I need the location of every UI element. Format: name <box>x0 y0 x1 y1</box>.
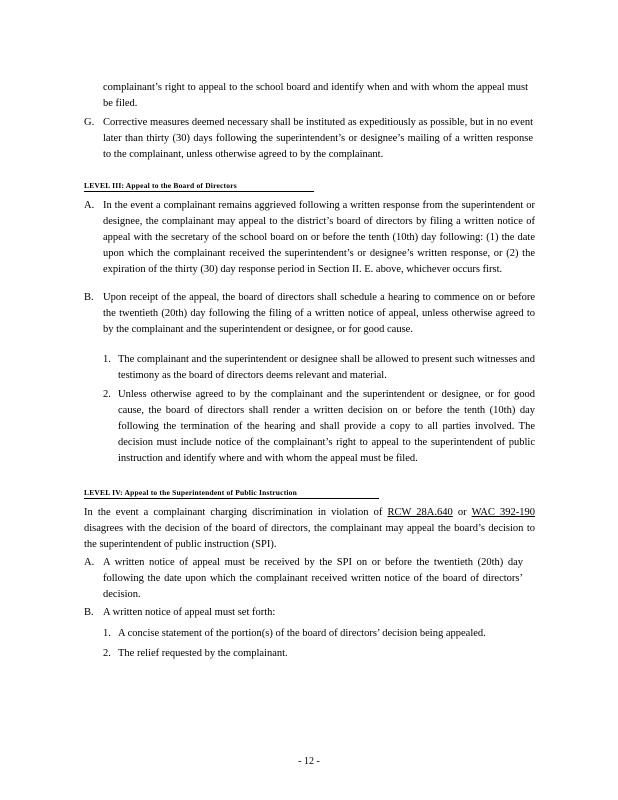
level-4-b-label: B. <box>84 607 94 618</box>
page-number: - 12 - <box>298 756 320 767</box>
level-4-intro-post: disagrees with the decision of the board of directors, the complainant may appeal the board’s decision to the superintendent of public instruction (SPI). <box>84 523 535 550</box>
item-g-paragraph: Corrective measures deemed necessary shall be instituted as expeditiously as possible, but in no event later than thirty (30) days following the superintendent’s or designee’s mailing of a written response to the complainant, unless otherwise agreed to by the complainant. <box>103 117 533 160</box>
level-3-heading: LEVEL III: Appeal to the Board of Directors <box>84 181 314 192</box>
level-3-b1-label: 1. <box>103 354 111 365</box>
level-3-b1-paragraph: The complainant and the superintendent or designee shall be allowed to present such witnesses and testimony as the board of directors deems relevant and material. <box>118 354 535 381</box>
level-4-b2-label: 2. <box>103 648 111 659</box>
wac-reference: WAC 392-190 <box>471 507 536 518</box>
level-3-a-label: A. <box>84 200 95 211</box>
item-g-label: G. <box>84 117 95 128</box>
rcw-reference: RCW 28A.640 <box>387 507 453 518</box>
level-3-a-paragraph: In the event a complainant remains aggrieved following a written response from the superintendent or designee, the complainant may appeal to the district’s board of directors by filing a written notice of appeal with the secretary of the school board on or before the tenth (10th) day following: (1) the date upon which the complainant received the superintendent’s or designee’s written response, or (2) the expiration of the thirty (30) day response period in Section II. E. above, whichever occurs first. <box>103 200 535 275</box>
level-3-b-label: B. <box>84 292 94 303</box>
level-4-b1-label: 1. <box>103 628 111 639</box>
level-4-intro-pre: In the event a complainant charging discrimination in violation of <box>84 507 388 518</box>
level-4-b2-paragraph: The relief requested by the complainant. <box>118 648 288 659</box>
continuation-paragraph: complainant’s right to appeal to the school board and identify when and with whom the appeal must be filed. <box>103 82 528 109</box>
level-3-b-paragraph: Upon receipt of the appeal, the board of directors shall schedule a hearing to commence on or before the twentieth (20th) day following the filing of a written notice of appeal, unless otherwise agreed to by the complainant and the superintendent or designee, or for good cause. <box>103 292 535 335</box>
level-4-b1-paragraph: A concise statement of the portion(s) of the board of directors’ decision being appealed. <box>118 628 486 639</box>
level-4-b-paragraph: A written notice of appeal must set forth: <box>103 607 276 618</box>
level-4-a-label: A. <box>84 557 95 568</box>
level-4-intro-or: or <box>452 507 472 518</box>
level-4-intro-paragraph <box>84 505 535 553</box>
level-3-b2-label: 2. <box>103 389 111 400</box>
level-4-heading: LEVEL IV: Appeal to the Superintendent of Public Instruction <box>84 488 379 499</box>
level-3-b2-paragraph: Unless otherwise agreed to by the complainant and the superintendent or designee, or for good cause, the board of directors shall render a written decision on or before the tenth (10th) day following the termination of the hearing and shall provide a copy to all parties involved. The decision must include notice of the complainant’s right to appeal to the superintendent of public instruction and identify where and with whom the appeal must be filed. <box>118 389 535 464</box>
level-4-a-paragraph: A written notice of appeal must be received by the SPI on or before the twentieth (20th) day following the date upon which the complainant received written notice of the board of directors’ decision. <box>103 557 523 600</box>
